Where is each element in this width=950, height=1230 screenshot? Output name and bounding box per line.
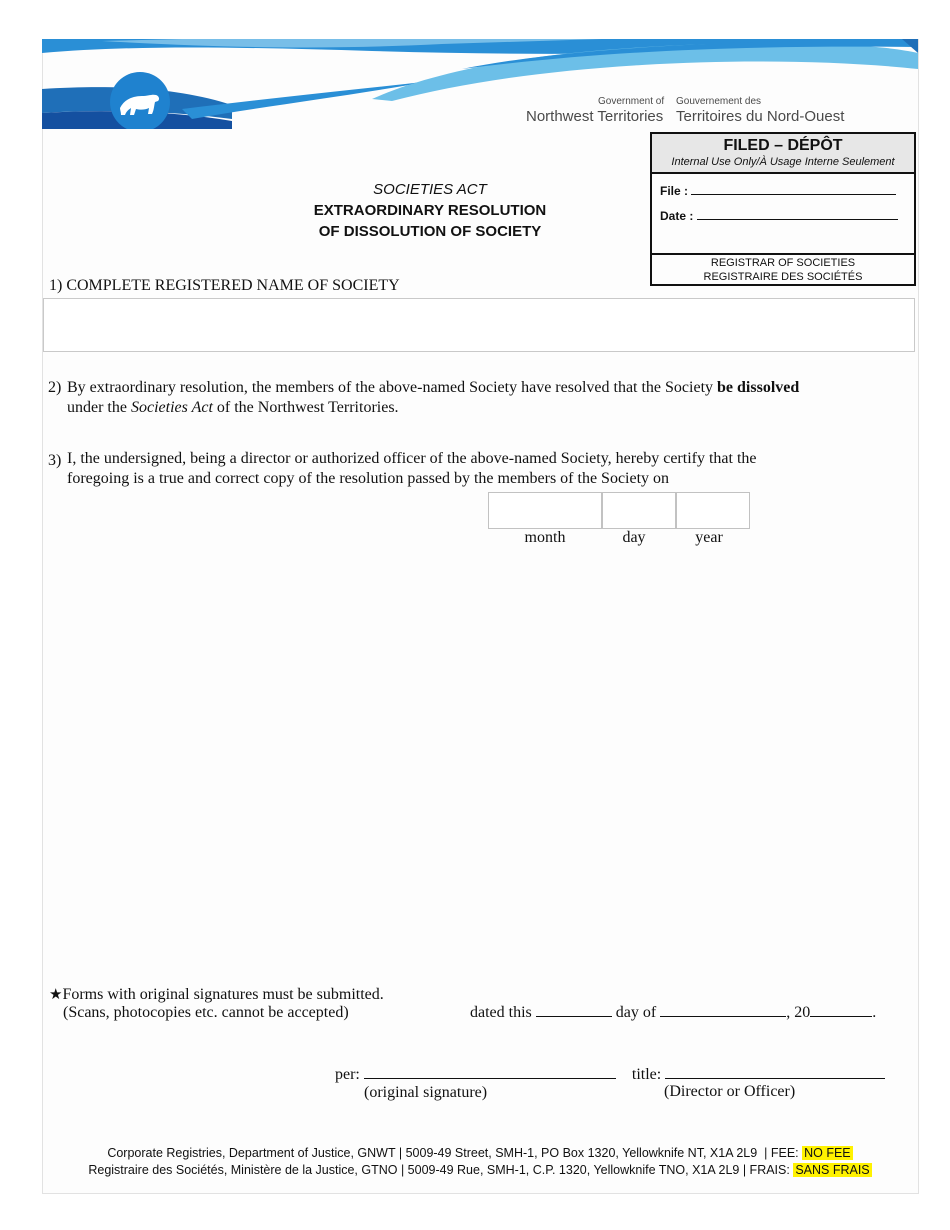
footer-line-en bbox=[42, 1146, 918, 1160]
section-3-number: 3) bbox=[48, 452, 62, 469]
signature-caption: (original signature) bbox=[364, 1084, 488, 1101]
gov-fr-big: Territoires du Nord-Ouest bbox=[676, 108, 845, 125]
year-label: year bbox=[695, 529, 723, 546]
section-2-number: 2) bbox=[48, 379, 62, 396]
gov-en-big: Northwest Territories bbox=[526, 108, 664, 125]
dated-this-label: dated this bbox=[470, 1004, 532, 1021]
filed-date-row bbox=[660, 209, 898, 223]
section-2-text-bold: be dissolved bbox=[717, 379, 800, 396]
dated-line bbox=[470, 1003, 876, 1023]
month-blank[interactable] bbox=[660, 1004, 786, 1017]
registrar-fr: REGISTRAIRE DES SOCIÉTÉS bbox=[703, 271, 863, 283]
file-label: File : bbox=[660, 184, 689, 198]
signature-notice bbox=[49, 985, 384, 1005]
year-blank[interactable] bbox=[810, 1004, 872, 1017]
footer-line-fr bbox=[42, 1163, 918, 1177]
file-number-line[interactable] bbox=[691, 184, 896, 195]
title-label: title: bbox=[631, 1066, 662, 1083]
day-label: day bbox=[622, 529, 646, 546]
section-1-label: COMPLETE REGISTERED NAME OF SOCIETY bbox=[66, 277, 400, 294]
section-3-line2: foregoing is a true and correct copy of the resolution passed by the members of the Society on bbox=[67, 470, 670, 487]
date-label: Date : bbox=[660, 209, 694, 223]
title-caption: (Director or Officer) bbox=[664, 1083, 796, 1100]
act-name: SOCIETIES ACT bbox=[373, 181, 487, 198]
section-3-line1: I, the undersigned, being a director or authorized officer of the above-named Society, hereby certify that the bbox=[67, 450, 757, 467]
resolution-month-field[interactable] bbox=[488, 492, 602, 529]
section-2-text bbox=[67, 378, 912, 418]
section-2-text-c: of the Northwest Territories. bbox=[212, 399, 399, 416]
star-icon: ★ bbox=[49, 987, 63, 1003]
year-prefix: , 20 bbox=[786, 1004, 811, 1021]
form-title-line2: OF DISSOLUTION OF SOCIETY bbox=[318, 223, 542, 240]
fee-highlight: NO FEE bbox=[804, 1146, 851, 1160]
section-2-text-a: By extraordinary resolution, the members of the above-named Society have resolved that the Society bbox=[67, 379, 718, 396]
registrar-label bbox=[652, 253, 914, 284]
period: . bbox=[872, 1004, 877, 1021]
section-2-text-italic: Societies Act bbox=[130, 399, 213, 416]
filed-box bbox=[650, 132, 916, 286]
section-1-heading bbox=[49, 276, 400, 296]
filed-title: FILED – DÉPÔT bbox=[723, 137, 843, 154]
notice-line1: Forms with original signatures must be submitted. bbox=[62, 986, 384, 1003]
per-label: per: bbox=[335, 1066, 360, 1083]
polar-bear-logo-icon bbox=[110, 72, 170, 129]
society-name-field[interactable] bbox=[43, 298, 915, 352]
resolution-year-field[interactable] bbox=[676, 492, 750, 529]
gov-fr-small: Gouvernement des bbox=[676, 96, 762, 107]
file-number-row bbox=[660, 184, 896, 198]
form-title-line1: EXTRAORDINARY RESOLUTION bbox=[313, 202, 547, 219]
filed-box-header bbox=[652, 134, 914, 174]
filed-subtitle: Internal Use Only/À Usage Interne Seulement bbox=[671, 156, 895, 168]
section-2-line2 bbox=[67, 398, 912, 418]
resolution-day-field[interactable] bbox=[602, 492, 676, 529]
section-1-number: 1) bbox=[49, 277, 63, 294]
officer-title-blank[interactable] bbox=[665, 1066, 885, 1079]
signature-blank[interactable] bbox=[364, 1066, 616, 1079]
section-2-line1 bbox=[67, 378, 912, 398]
gov-name-fr bbox=[676, 96, 844, 125]
footer-address-fr: Registraire des Sociétés, Ministère de la Justice, GTNO | 5009-49 Rue, SMH-1, C.P. 1320, Yellowknife TNO, X1A 2L9 | FRAIS: bbox=[88, 1163, 794, 1177]
signature-line bbox=[335, 1065, 885, 1085]
footer-address-en: Corporate Registries, Department of Justice, GNWT | 5009-49 Street, SMH-1, PO Box 1320, Yellowknife NT, X1A 2L9 | FEE: bbox=[107, 1146, 803, 1160]
month-label: month bbox=[524, 529, 566, 546]
section-3-text bbox=[67, 449, 912, 489]
registrar-en: REGISTRAR OF SOCIETIES bbox=[710, 257, 856, 269]
gov-name-en bbox=[526, 96, 664, 125]
section-2-text-b: under the bbox=[67, 399, 131, 416]
day-of-label: day of bbox=[615, 1004, 657, 1021]
frais-highlight: SANS FRAIS bbox=[795, 1163, 870, 1177]
day-blank[interactable] bbox=[536, 1004, 612, 1017]
filed-date-line[interactable] bbox=[697, 209, 898, 220]
notice-line2: (Scans, photocopies etc. cannot be accepted) bbox=[63, 1004, 349, 1021]
gov-en-small: Government of bbox=[598, 96, 665, 107]
